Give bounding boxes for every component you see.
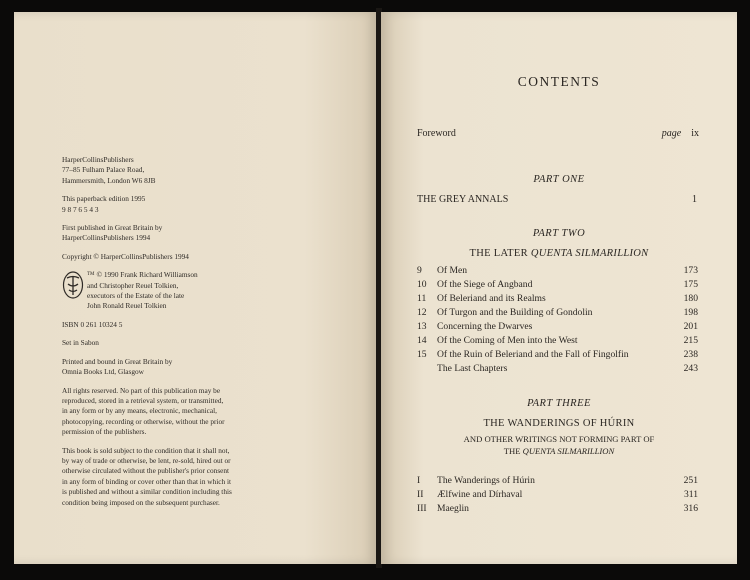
printer-info <box>62 357 362 378</box>
grey-annals-entry <box>417 194 699 205</box>
chapter-row: 14 Of the Coming of Men into the West 215 <box>417 335 698 346</box>
copyright-imprint <box>62 155 362 516</box>
isbn-line: ISBN 0 261 10324 5 <box>62 319 123 329</box>
part-two-heading: PART TWO <box>532 228 586 239</box>
rights-reserved-line: All rights reserved. No part of this publication may be <box>62 385 221 395</box>
condition-line: in any form of binding or cover other than that in which it <box>62 476 232 486</box>
chapter-row: The Last Chapters 243 <box>437 363 698 374</box>
printer-line: Omnia Books Ltd, Glasgow <box>62 367 144 377</box>
chapter-row: 15 Of the Ruin of Beleriand and the Fall of Fingolfin 238 <box>417 349 698 360</box>
typeset-info <box>62 338 362 348</box>
printer-line: Printed and bound in Great Britain by <box>62 356 173 366</box>
contents-title: CONTENTS <box>517 74 601 89</box>
rights-reserved-line: permission of the publishers. <box>62 427 147 437</box>
entry-page: 1 <box>692 194 697 205</box>
copyright-notice <box>62 252 362 262</box>
condition-line: by way of trade or otherwise, be lent, re-sold, hired out or <box>62 455 231 465</box>
page-word: page <box>661 128 682 139</box>
edition-info <box>62 194 362 215</box>
rights-holder-line: ™ © 1990 Frank Richard Williamson <box>87 270 198 280</box>
publisher-line: Hammersmith, London W6 8JB <box>62 175 156 185</box>
rights-reserved-line: reproduced, stored in a retrieval system, or transmitted, <box>62 395 224 405</box>
chapter-row: 9 Of Men 173 <box>417 265 698 276</box>
part-three-chapters <box>417 474 698 516</box>
rights-reserved <box>62 386 362 438</box>
chapter-row: II Ælfwine and Dírhaval 311 <box>417 489 698 500</box>
left-page <box>14 12 377 564</box>
trademark-mark: TM <box>87 272 95 278</box>
rights-holder <box>62 270 362 312</box>
entry-title: THE GREY ANNALS <box>417 194 509 205</box>
publisher-line: HarperCollinsPublishers <box>62 155 134 164</box>
chapter-row: 13 Concerning the Dwarves 201 <box>417 321 698 332</box>
part-three-subtitle: AND OTHER WRITINGS NOT FORMING PART OF THE QUENTA SILMARILLION <box>463 434 655 456</box>
condition-line: otherwise circulated without the publisher's prior consent <box>62 466 230 476</box>
page-number: ix <box>691 128 699 139</box>
chapter-row: 10 Of the Siege of Angband 175 <box>417 279 698 290</box>
chapter-row: I The Wanderings of Húrin 251 <box>417 475 698 486</box>
foreword-entry <box>417 128 699 139</box>
copyright-line: Copyright © HarperCollinsPublishers 1994 <box>62 251 189 261</box>
tolkien-monogram-icon <box>62 270 84 300</box>
part-two-title: THE LATER QUENTA SILMARILLION <box>469 248 649 259</box>
typeset-line: Set in Sabon <box>62 338 99 348</box>
part-one-heading: PART ONE <box>533 174 585 185</box>
foreword-label: Foreword <box>417 128 456 139</box>
print-run-line: 9 8 7 6 5 4 3 <box>62 204 99 214</box>
first-published-line: First published in Great Britain by <box>62 223 163 233</box>
sale-condition <box>62 446 362 508</box>
chapter-row: III Maeglin 316 <box>417 503 698 514</box>
condition-line: is published and without a similar condition including this <box>62 487 232 497</box>
foreword-page <box>662 128 699 139</box>
rights-holder-line: executors of the Estate of the late <box>87 291 185 301</box>
first-published-line: HarperCollinsPublishers 1994 <box>62 233 151 243</box>
first-published <box>62 223 362 244</box>
publisher-address <box>62 155 362 186</box>
publisher-line: 77–85 Fulham Palace Road, <box>62 165 145 175</box>
rights-holder-line: and Christopher Reuel Tolkien, <box>87 280 179 290</box>
rights-holder-line: John Ronald Reuel Tolkien <box>87 301 167 311</box>
chapter-row: 12 Of Turgon and the Building of Gondolin 198 <box>417 307 698 318</box>
rights-reserved-line: photocopying, recording or otherwise, without the prior <box>62 416 225 426</box>
isbn <box>62 320 362 330</box>
edition-line: This paperback edition 1995 <box>62 194 146 204</box>
chapter-row: 11 Of Beleriand and its Realms 180 <box>417 293 698 304</box>
rights-reserved-line: in any form or by any means, electronic, mechanical, <box>62 406 217 416</box>
right-page <box>381 12 737 564</box>
condition-line: This book is sold subject to the condition that it shall not, <box>62 445 230 455</box>
part-three-title: THE WANDERINGS OF HÚRIN <box>483 418 635 429</box>
condition-line: condition being imposed on the subsequent purchaser. <box>62 497 220 507</box>
part-two-chapters <box>417 264 698 376</box>
part-three-heading: PART THREE <box>527 398 591 409</box>
